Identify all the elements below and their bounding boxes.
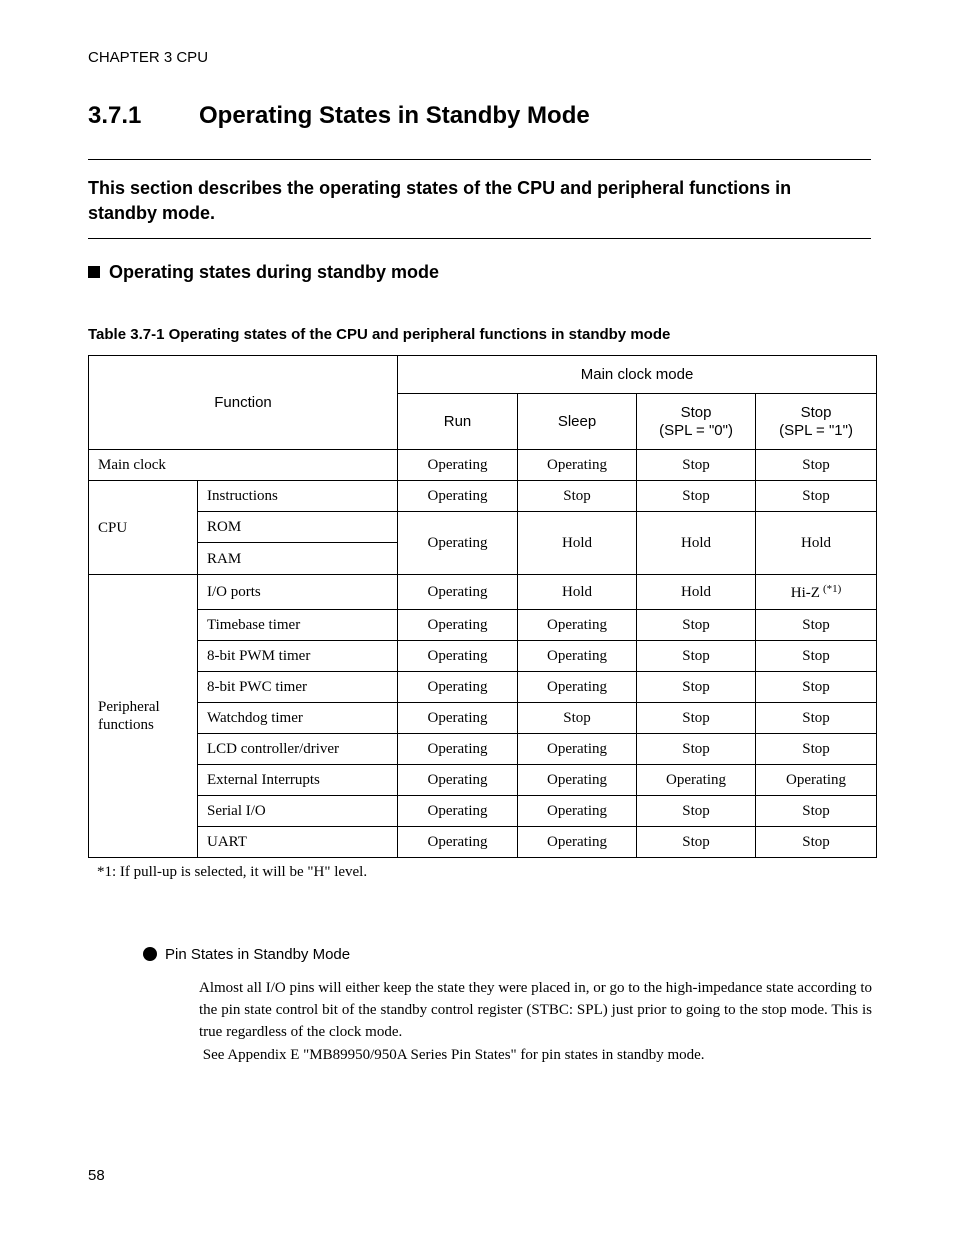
cell-run: Operating — [398, 703, 518, 734]
pin-states-see-also: See Appendix E "MB89950/950A Series Pin States" for pin states in standby mode. — [199, 1047, 705, 1063]
row-label: External Interrupts — [198, 765, 398, 796]
table-row — [89, 481, 877, 512]
mode-header-stop-spl0: Stop (SPL = "0") — [637, 394, 756, 450]
chapter-header: CHAPTER 3 CPU — [88, 49, 209, 66]
cell-sleep: Operating — [518, 672, 637, 703]
pin-states-heading-text: Pin States in Standby Mode — [165, 946, 351, 963]
subheading-text: Operating states during standby mode — [109, 262, 440, 282]
row-label: UART — [198, 827, 398, 858]
group-label-cpu: CPU — [89, 481, 198, 575]
main-clock-mode-header: Main clock mode — [398, 356, 877, 394]
cell-run: Operating — [398, 481, 518, 512]
cell-stop-spl1: Stop — [756, 481, 877, 512]
cell-sleep: Operating — [518, 796, 637, 827]
row-label: Serial I/O — [198, 796, 398, 827]
section-summary: This section describes the operating states of the CPU and peripheral functions in standby mode. — [88, 178, 792, 223]
row-label: LCD controller/driver — [198, 734, 398, 765]
cell-stop-spl0: Stop — [637, 703, 756, 734]
cell-sleep: Stop — [518, 481, 637, 512]
cell-stop-spl0: Stop — [637, 672, 756, 703]
page-number: 58 — [88, 1167, 105, 1184]
square-bullet-icon — [88, 266, 100, 278]
cell-stop-spl0: Hold — [637, 512, 756, 575]
row-label: Main clock — [89, 450, 398, 481]
table-row — [89, 610, 877, 641]
cell-stop-spl1: Stop — [756, 610, 877, 641]
cell-stop-spl1: Stop — [756, 827, 877, 858]
cell-run: Operating — [398, 672, 518, 703]
row-label: Watchdog timer — [198, 703, 398, 734]
row-label: 8-bit PWM timer — [198, 641, 398, 672]
divider-bottom — [88, 238, 871, 239]
cell-sleep: Operating — [518, 827, 637, 858]
table-row — [89, 765, 877, 796]
cell-run: Operating — [398, 512, 518, 575]
group-label-peripheral: Peripheral functions — [89, 575, 198, 858]
cell-sleep: Stop — [518, 703, 637, 734]
cell-stop-spl1: Stop — [756, 796, 877, 827]
table-row — [89, 450, 877, 481]
mode-header-sleep: Sleep — [518, 394, 637, 450]
table-row — [89, 827, 877, 858]
cell-stop-spl1: Stop — [756, 703, 877, 734]
cell-stop-spl0: Stop — [637, 641, 756, 672]
subheading — [88, 262, 439, 283]
cell-stop-spl0: Stop — [637, 481, 756, 512]
cell-sleep: Hold — [518, 512, 637, 575]
cell-run: Operating — [398, 450, 518, 481]
cell-stop-spl0: Stop — [637, 796, 756, 827]
table-row — [89, 796, 877, 827]
row-label: Instructions — [198, 481, 398, 512]
table-row — [89, 703, 877, 734]
cell-run: Operating — [398, 641, 518, 672]
section-number: 3.7.1 — [88, 102, 142, 129]
cell-stop-spl0: Operating — [637, 765, 756, 796]
cell-run: Operating — [398, 610, 518, 641]
table-row — [89, 734, 877, 765]
row-label: Timebase timer — [198, 610, 398, 641]
cell-stop-spl1 — [756, 575, 877, 610]
table-footnote: *1: If pull-up is selected, it will be "H" level. — [97, 864, 368, 880]
cell-stop-spl0: Stop — [637, 450, 756, 481]
mode-header-run: Run — [398, 394, 518, 450]
table-row — [89, 641, 877, 672]
row-label: 8-bit PWC timer — [198, 672, 398, 703]
section-title — [88, 102, 590, 130]
cell-sleep: Operating — [518, 641, 637, 672]
row-label: I/O ports — [198, 575, 398, 610]
cell-stop-spl1: Stop — [756, 450, 877, 481]
cell-run: Operating — [398, 575, 518, 610]
table-caption: Table 3.7-1 Operating states of the CPU and peripheral functions in standby mode — [88, 326, 671, 343]
cell-sleep: Operating — [518, 734, 637, 765]
divider-top — [88, 159, 871, 160]
function-header: Function — [89, 356, 398, 450]
cell-sleep: Operating — [518, 765, 637, 796]
pin-states-heading — [143, 946, 350, 963]
cell-run: Operating — [398, 796, 518, 827]
row-label: RAM — [198, 543, 398, 575]
operating-states-table — [88, 355, 877, 858]
cell-run: Operating — [398, 734, 518, 765]
table-row — [89, 575, 877, 610]
circle-bullet-icon — [143, 947, 157, 961]
cell-sleep: Operating — [518, 450, 637, 481]
cell-run: Operating — [398, 827, 518, 858]
section-title-text: Operating States in Standby Mode — [199, 102, 590, 129]
cell-stop-spl0: Stop — [637, 734, 756, 765]
cell-sleep: Hold — [518, 575, 637, 610]
cell-stop-spl1: Operating — [756, 765, 877, 796]
cell-stop-spl1: Stop — [756, 672, 877, 703]
table-header-row — [89, 356, 877, 394]
cell-value: Hi-Z — [790, 584, 820, 601]
cell-stop-spl0: Stop — [637, 610, 756, 641]
cell-stop-spl1: Stop — [756, 734, 877, 765]
cell-sleep: Operating — [518, 610, 637, 641]
cell-run: Operating — [398, 765, 518, 796]
table-row — [89, 512, 877, 543]
footnote-mark: (*1) — [822, 582, 842, 595]
cell-stop-spl1: Hold — [756, 512, 877, 575]
cell-stop-spl0: Stop — [637, 827, 756, 858]
cell-stop-spl0: Hold — [637, 575, 756, 610]
mode-header-stop-spl1: Stop (SPL = "1") — [756, 394, 877, 450]
row-label: ROM — [198, 512, 398, 543]
cell-stop-spl1: Stop — [756, 641, 877, 672]
pin-states-paragraph: Almost all I/O pins will either keep the state they were placed in, or go to the high-impedance state according to the pin state control bit of the standby control register (STBC: SPL) just prior to going to the stop mode. This is true regardless of the clock mode. — [199, 980, 872, 1040]
table-row — [89, 672, 877, 703]
